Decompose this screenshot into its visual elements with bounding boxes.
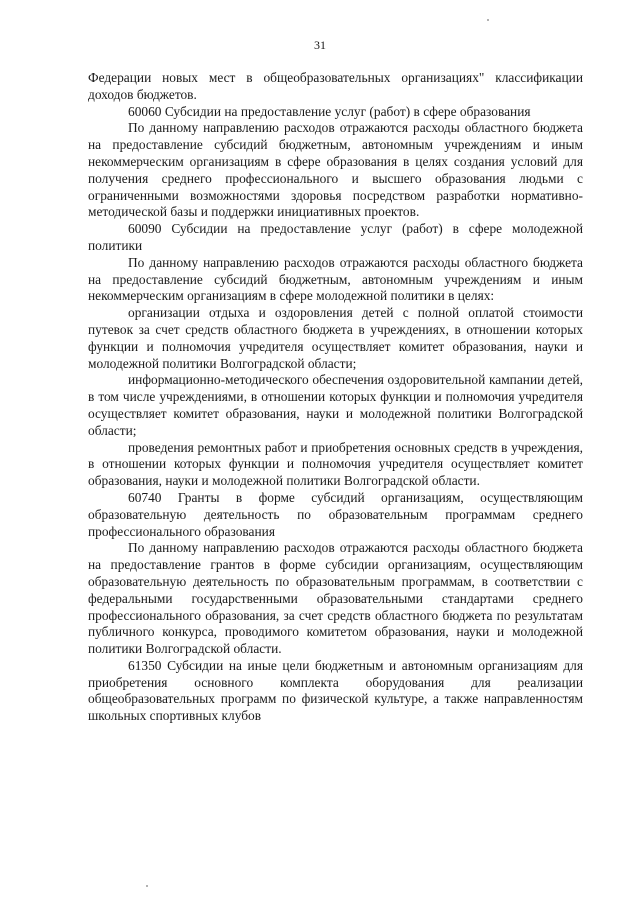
list-item-recreation: организации отдыха и оздоровления детей с полной оплатой стоимости путевок за счет средств областного бюджета в учреждениях, в отношении которых функции и полномочия учредителя осуществляет комитет образования, науки и молодежной политики Волгоградской области;: [88, 305, 583, 371]
paragraph-60740-description: По данному направлению расходов отражаются расходы областного бюджета на предоставление грантов в форме субсидии организациям, осуществляющим образовательную деятельность по образовательным программам, в соответствии с федеральными государственными образовательными стандартами среднего профессионального образования, за счет средств областного бюджета по результатам публичного конкурса, проводимого комитетом образования, науки и молодежной политики Волгоградской области.: [88, 540, 583, 657]
paragraph-continuation: Федерации новых мест в общеобразовательных организациях" классификации доходов бюджетов.: [88, 70, 583, 102]
list-item-repairs: проведения ремонтных работ и приобретения основных средств в учреждения, в отношении которых функции и полномочия учредителя осуществляет комитет образования, науки и молодежной политики Волгоградской области.: [88, 439, 583, 489]
document-body: [88, 70, 583, 725]
paragraph-60060-description: По данному направлению расходов отражаются расходы областного бюджета на предоставление субсидий бюджетным, автономным учреждениям и иным некоммерческим организациям в сфере образования в целях создания условий для получения среднего профессионального и высшего образования людьми с ограниченными возможностями здоровья посредством разработки нормативно-методической базы и поддержки инициативных проектов.: [88, 120, 583, 220]
list-item-methodical-support: информационно-методического обеспечения оздоровительной кампании детей, в том числе учреждениями, в отношении которых функции и полномочия учредителя осуществляет комитет образования, науки и молодежной политики Волгоградской области;: [88, 372, 583, 438]
scan-speck-mark: [146, 885, 148, 887]
paragraph-60090-description: По данному направлению расходов отражаются расходы областного бюджета на предоставление субсидий бюджетным, автономным учреждениям и иным некоммерческим организациям в сфере молодежной политики в целях:: [88, 254, 583, 304]
section-heading-60740: 60740 Гранты в форме субсидий организациям, осуществляющим образовательную деятельность по образовательным программам среднего профессионального образования: [88, 489, 583, 539]
page-number: 31: [314, 38, 326, 52]
section-heading-60060: 60060 Субсидии на предоставление услуг (работ) в сфере образования: [128, 103, 531, 119]
scan-speck-mark: [487, 19, 489, 21]
section-heading-61350: 61350 Субсидии на иные цели бюджетным и автономным организациям для приобретения основного комплекта оборудования для реализации общеобразовательных программ по физической культуре, а также направленностям школьных спортивных клубов: [88, 657, 583, 724]
section-heading-60090: 60090 Субсидии на предоставление услуг (работ) в сфере молодежной политики: [88, 221, 583, 253]
